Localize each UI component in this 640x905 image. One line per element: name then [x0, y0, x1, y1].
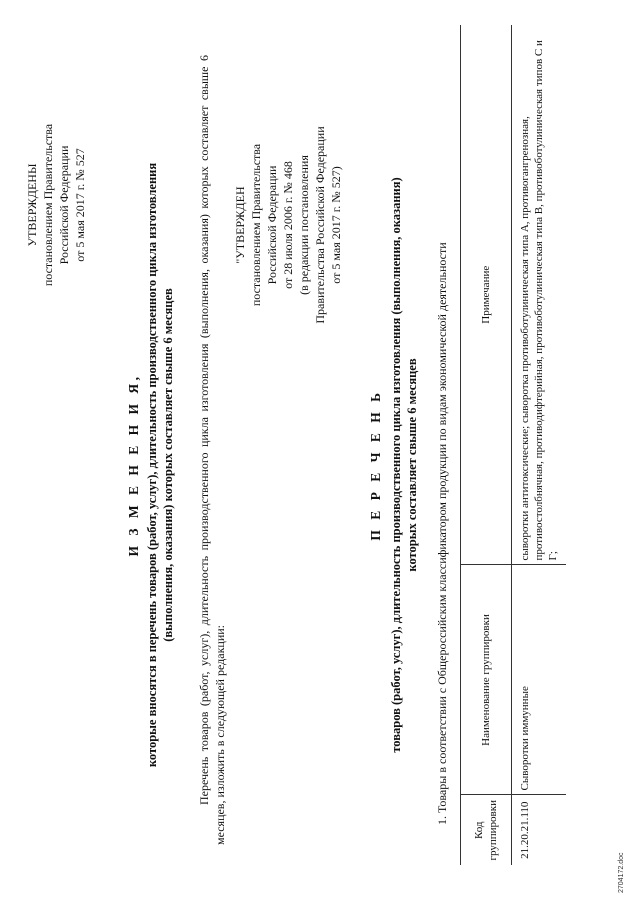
cell-code: 21.20.21.110 — [519, 801, 531, 859]
approval-line: Российской Федерации — [57, 145, 71, 265]
header-code: Код группировки — [461, 795, 512, 865]
approval2-line: постановлением Правительства — [249, 143, 263, 307]
approval-line: от 5 мая 2017 г. № 527 — [73, 148, 87, 262]
header-note: Примечание — [461, 25, 512, 565]
approval2-line: (в редакции постановления — [297, 155, 311, 295]
table-header-row — [461, 25, 512, 865]
intro-paragraph: Перечень товаров (работ, услуг), длительность производственного цикла изготовления (выполнения, оказания) которых составляет свыше 6 месяцев, изложить в следующей редакции: — [197, 55, 227, 845]
approval2-line: от 5 мая 2017 г. № 527) — [329, 166, 343, 284]
changes-subtitle — [144, 85, 176, 845]
changes-subtitle-line: которые вносятся в перечень товаров (работ, услуг), длительность производственного цикла изготовления — [145, 162, 159, 768]
list-title: П Е Р Е Ч Е Н Ь — [368, 389, 383, 541]
list-subtitle-line: товаров (работ, услуг), длительность производственного цикла изготовления (выполнения, оказания) — [389, 177, 403, 753]
approval2-line: "УТВЕРЖДЕН — [233, 186, 247, 264]
approval-block — [24, 55, 88, 355]
cell-note: сыворотки антитоксические; сыворотка противоботулиническая типа А, противогангренозная, противостолбнячная, противодифтерийная, противоботулиническая типа В, противоботулиническая типов С и Г; — [512, 25, 567, 565]
section-heading: 1. Товары в соответствии с Общероссийским классификатором продукции по видам экономической деятельности — [435, 242, 449, 825]
approval2-line: Российской Федерации — [265, 165, 279, 285]
cell-name: Сыворотки иммунные — [512, 565, 567, 795]
goods-table — [460, 25, 566, 865]
list-subtitle — [388, 85, 420, 845]
changes-title: И З М Е Н Е Н И Я, — [126, 373, 141, 557]
approval-line: постановлением Правительства — [41, 123, 55, 287]
approval-line: УТВЕРЖДЕНЫ — [25, 163, 39, 247]
header-name: Наименование группировки — [461, 565, 512, 795]
approval2-line: от 28 июля 2006 г. № 468 — [281, 161, 295, 289]
changes-subtitle-line: (выполнения, оказания) которых составляет свыше 6 месяцев — [161, 288, 175, 642]
table-row — [512, 25, 567, 865]
list-subtitle-line: которых составляет свыше 6 месяцев — [405, 358, 419, 572]
approval-block-2 — [232, 75, 344, 375]
file-footer: 2704172.doc — [618, 852, 625, 893]
approval2-line: Правительства Российской Федерации — [313, 126, 327, 324]
